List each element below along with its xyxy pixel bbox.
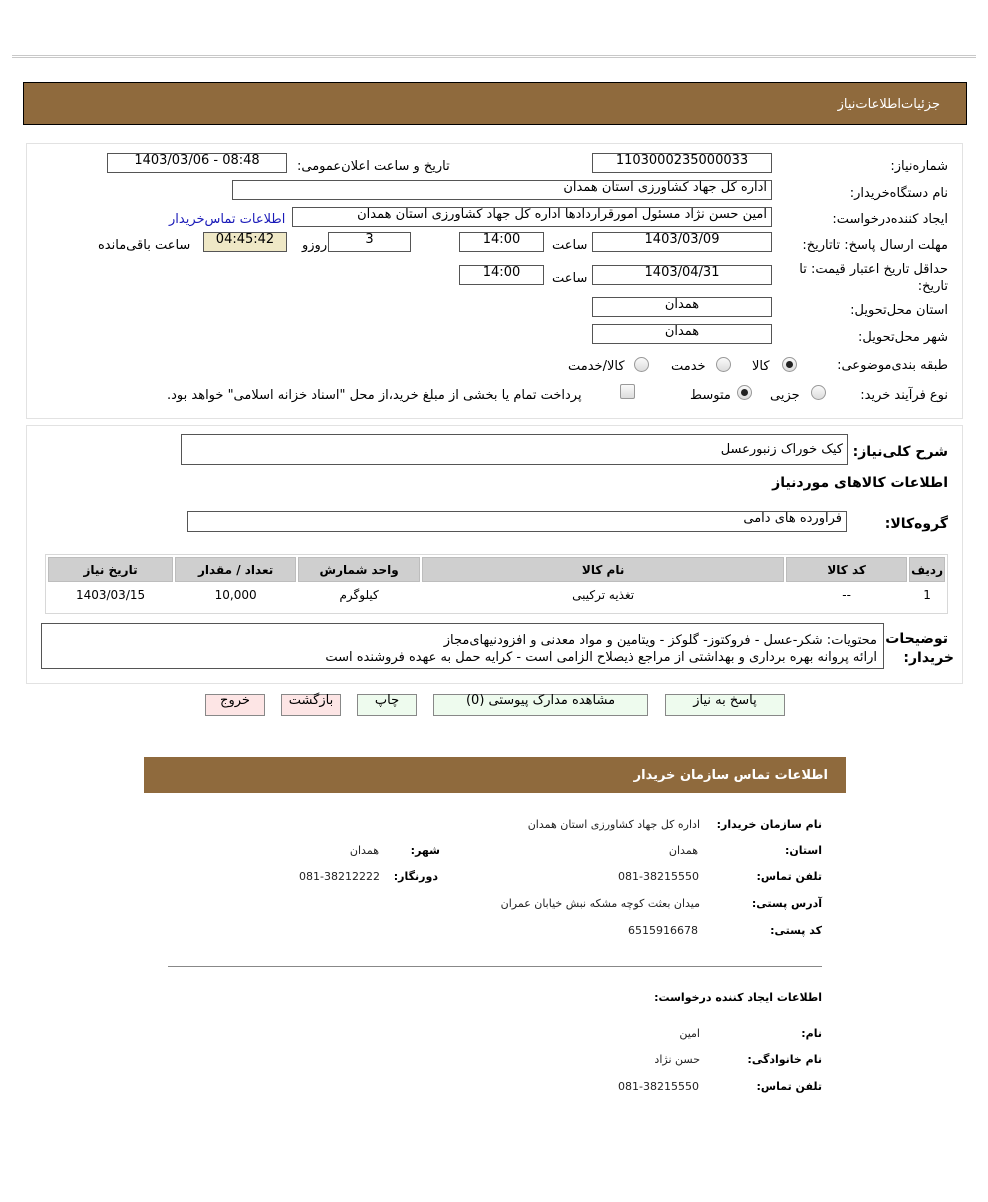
cell-row-number: 1 (923, 588, 931, 602)
contact-address-label: آدرس پستی: (751, 897, 822, 910)
contact-postal-label: کد پستی: (770, 924, 822, 937)
process-medium-label: متوسط (690, 388, 731, 403)
buyer-notes-box (41, 623, 884, 669)
goods-group-field[interactable]: فراورده های دامی (187, 511, 847, 532)
creator-label: ایجاد کننده‌درخواست: (832, 212, 948, 227)
contact-address-value: میدان بعثت کوچه مشکه نبش خیابان عمران (500, 897, 700, 910)
deadline-date-field[interactable]: 1403/03/09 (592, 232, 772, 252)
process-minor-radio[interactable] (811, 385, 826, 400)
creator-field[interactable]: امین حسن نژاد مسئول امورقراردادها اداره کل جهاد کشاورزی استان همدان (292, 207, 772, 227)
contact-province-value: همدان (668, 844, 698, 857)
validity-date-field[interactable]: 1403/04/31 (592, 265, 772, 285)
creator-first-name-label: نام: (801, 1027, 822, 1040)
goods-table-frame (45, 554, 948, 614)
page-header-bar (23, 82, 967, 125)
back-button[interactable]: بازگشت (281, 694, 341, 716)
validity-label: حداقل تاریخ اعتبار قیمت: تا (799, 262, 948, 277)
buyer-notes-label-2: خریدار: (903, 650, 954, 666)
cell-quantity: 10,000 (214, 588, 257, 602)
buyer-contact-header (144, 757, 846, 793)
remaining-time-label: ساعت باقی‌مانده (98, 238, 191, 253)
contact-province-label: استان: (785, 844, 822, 857)
contact-phone-value: 081-38215550 (618, 870, 699, 883)
days-field[interactable]: 3 (328, 232, 411, 252)
creator-info-title: اطلاعات ایجاد کننده درخواست: (654, 991, 822, 1004)
goods-group-label: گروه‌کالا: (884, 516, 948, 532)
buyer-contact-link[interactable]: اطلاعات تماس‌خریدار (169, 212, 286, 227)
page-title: جزئیات‌اطلاعات‌نیاز (837, 97, 940, 112)
category-label: طبقه بندی‌موضوعی: (837, 358, 948, 373)
goods-info-title: اطلاعات کالاهای مورد‌نیاز (772, 475, 948, 491)
creator-phone-value: 081-38215550 (618, 1080, 699, 1093)
need-number-label: شماره‌نیاز: (890, 159, 948, 174)
col-goods-code: کد کالا (786, 557, 907, 582)
buyer-contact-title: اطلاعات تماس سازمان خریدار (633, 768, 828, 783)
days-label: روزو (302, 238, 328, 253)
goods-table-header-row (48, 557, 945, 582)
contact-city-label: شهر: (410, 844, 440, 857)
buyer-notes-line-1: محتویات: شکر-عسل - فروکتوز- گلوکز - ویتامین و مواد معدنی و افزودنیهای‌مجاز (443, 633, 877, 648)
creator-last-name-value: حسن نژاد (654, 1053, 700, 1066)
col-row-number: ردیف (909, 557, 945, 582)
announce-datetime-field[interactable]: 1403/03/06 - 08:48 (107, 153, 287, 173)
col-quantity: تعداد / مقدار (175, 557, 296, 582)
process-medium-radio[interactable] (737, 385, 752, 400)
contact-phone-label: تلفن تماس: (756, 870, 822, 883)
delivery-city-field[interactable]: همدان (592, 324, 772, 344)
remaining-time-field: 04:45:42 (203, 232, 287, 252)
view-attachments-button[interactable]: مشاهده مدارک پیوستی (0) (433, 694, 648, 716)
validity-label-2: تاریخ: (917, 279, 948, 294)
reply-button[interactable]: پاسخ به نیاز (665, 694, 785, 716)
cell-unit: کیلوگرم (339, 588, 379, 602)
buyer-org-label: نام دستگاه‌خریدار: (849, 186, 948, 201)
creator-first-name-value: امین (679, 1027, 700, 1040)
contact-fax-value: 081-38212222 (299, 870, 380, 883)
deadline-label: مهلت ارسال پاسخ: تاتاریخ: (802, 238, 948, 253)
keyword-label: شرح کلی‌نیاز: (852, 444, 948, 460)
org-name-value: اداره کل جهاد کشاورزی استان همدان (527, 818, 700, 831)
contact-city-value: همدان (349, 844, 379, 857)
buyer-org-field[interactable]: اداره کل جهاد کشاورزی استان همدان (232, 180, 772, 200)
cell-need-date: 1403/03/15 (75, 588, 146, 602)
treasury-payment-checkbox[interactable] (620, 384, 635, 399)
top-divider (12, 55, 976, 58)
process-type-label: نوع فرآیند خرید: (860, 388, 948, 403)
delivery-province-field[interactable]: همدان (592, 297, 772, 317)
col-goods-name: نام کالا (422, 557, 784, 582)
col-need-date: تاریخ نیاز (48, 557, 173, 582)
buyer-notes-label: توضیحات (885, 631, 948, 647)
category-goods-service-label: کالا/خدمت (568, 359, 625, 374)
delivery-city-label: شهر محل‌تحویل: (858, 330, 948, 345)
creator-last-name-label: نام خانوادگی: (747, 1053, 822, 1066)
print-button[interactable]: چاپ (357, 694, 417, 716)
goods-table (46, 555, 947, 608)
table-row (48, 584, 945, 606)
delivery-province-label: استان محل‌تحویل: (850, 303, 948, 318)
cell-goods-code: -- (842, 588, 851, 602)
contact-fax-label: دورنگار: (393, 870, 438, 883)
deadline-time-field[interactable]: 14:00 (459, 232, 544, 252)
validity-time-field[interactable]: 14:00 (459, 265, 544, 285)
org-name-label: نام سازمان خریدار: (716, 818, 822, 831)
col-unit: واحد شمارش (298, 557, 420, 582)
category-service-label: خدمت (671, 359, 706, 374)
contact-postal-value: 6515916678 (628, 924, 698, 937)
category-goods-service-radio[interactable] (634, 357, 649, 372)
cell-goods-name: تغذیه ترکیبی (572, 588, 635, 602)
validity-time-label: ساعت (552, 271, 588, 286)
category-goods-radio[interactable] (782, 357, 797, 372)
exit-button[interactable]: خروج (205, 694, 265, 716)
category-service-radio[interactable] (716, 357, 731, 372)
announce-label: تاریخ و ساعت اعلان‌عمومی: (297, 159, 450, 174)
process-minor-label: جزیی (770, 388, 800, 403)
buyer-notes-line-2: ارائه پروانه بهره برداری و بهداشتی از مراجع ذیصلاح الزامی است - کرایه حمل به عهده فروشنده است (325, 650, 877, 665)
creator-phone-label: تلفن تماس: (756, 1080, 822, 1093)
category-goods-label: کالا (752, 359, 770, 374)
deadline-time-label: ساعت (552, 238, 588, 253)
treasury-payment-label: پرداخت تمام یا بخشی از مبلغ خرید،از محل "اسناد خزانه اسلامی" خواهد بود. (167, 388, 582, 403)
need-number-field[interactable]: 1103000235000033 (592, 153, 772, 173)
keyword-field[interactable]: کیک خوراک زنبورعسل (181, 434, 848, 465)
contact-divider (168, 966, 822, 967)
